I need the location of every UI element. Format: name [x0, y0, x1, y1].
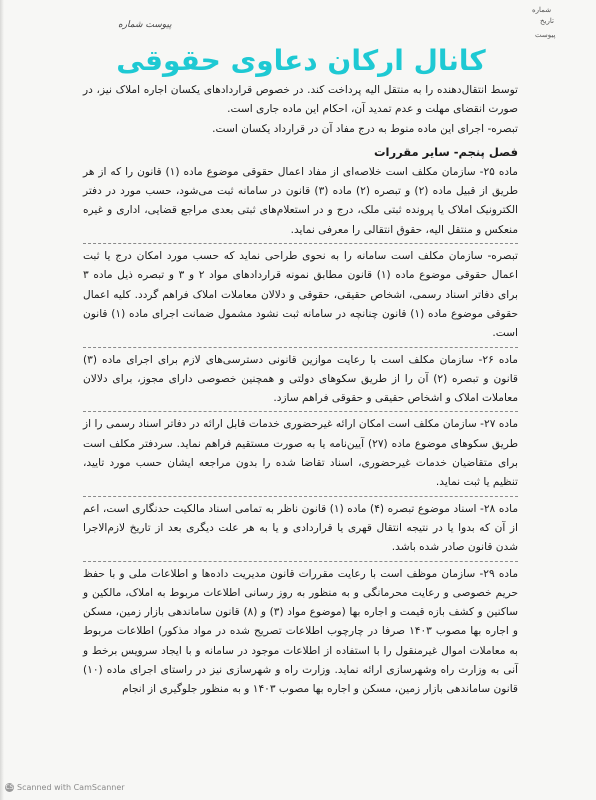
dashed-divider — [83, 243, 518, 244]
channel-watermark: کانال ارکان دعاوی حقوقی — [116, 44, 486, 77]
paragraph-continuation: توسط انتقال‌دهنده را به منتقل الیه پرداخت کند. در خصوص قراردادهای یکسان اجاره املاک نیز، در صورت انقضای مهلت و عدم تمدید آن، احکام این ماده جاری است. — [83, 84, 518, 116]
scan-edge-shadow — [0, 0, 4, 800]
article-28: ماده ۲۸- اسناد موضوع تبصره (۴) ماده (۱) قانون ناظر به تمامی اسناد مالکیت حدنگاری است، اعم از آن که بدوا یا در نتیجه انتقال قهری یا قراردادی و یا به هر علت دیگری بعد از تاریخ لازم‌الاجرا شدن قانون صادر شده باشد. — [83, 502, 518, 554]
header-date-label: تاریخ — [540, 17, 554, 25]
dashed-divider — [83, 411, 518, 412]
article-27: ماده ۲۷- سازمان مکلف است امکان ارائه غیرحضوری خدمات قابل ارائه در دفاتر اسناد رسمی را از طریق سکوهای موضوع ماده (۲۷) آیین‌نامه یا به صورت مستقیم فراهم نماید. سردفتر مکلف است برای متقاضیان خدمات غیرحضوری، اسناد تقاضا شده را بدون مراجعه ایشان حسب مورد تایید، تنظیم یا ثبت نماید. — [83, 418, 518, 489]
scanner-footer — [5, 783, 125, 792]
header-attachment-label: پیوست — [535, 31, 556, 39]
article-25-note: تبصره- سازمان مکلف است سامانه را به نحوی طراحی نماید که حسب مورد امکان درج یا ثبت اعمال حقوقی موضوع ماده (۱) قانون مطابق نمونه قراردادهای مواد ۲ و ۳ و تبصره ذیل ماده ۳ برای دفاتر اسناد رسمی، اشخاص حقیقی، حقوقی و دلالان معاملات املاک فراهم گردد. کلیه اعمال حقوقی موضوع ماده (۱) قانون چنانچه در سامانه ثبت نشود مشمول ضمانت اجرای ماده (۱) قانون است. — [83, 250, 518, 340]
article-25: ماده ۲۵- سازمان مکلف است خلاصه‌ای از مفاد اعمال حقوقی موضوع ماده (۱) قانون را که از هر طریق از قبیل ماده (۲) و تبصره (۲) ماده (۳) قانون در سامانه ثبت می‌شود، حسب مورد در دفتر الکترونیک املاک یا پرونده ثبتی ملک، درج و در استعلام‌های ثبتی بعدی مراجع قضایی، اداری و غیره منعکس و منتقل الیه، حقوق انتقالی را معرفی نماید. — [83, 165, 519, 236]
article-26: ماده ۲۶- سازمان مکلف است با رعایت موازین قانونی دسترسی‌های لازم برای اجرای ماده (۳) قانون و تبصره (۲) آن را از طریق سکوهای دولتی و همچنین خصوصی دارای مجوز، برای دلالان معاملات املاک و اشخاص حقیقی و حقوقی فراهم سازد. — [83, 353, 518, 405]
camscanner-icon: CS — [5, 784, 14, 791]
header-number-label: شماره — [532, 6, 552, 14]
dashed-divider — [83, 347, 518, 348]
document-body — [83, 81, 518, 700]
section-title: فصل پنجم- سایر مقررات — [374, 144, 518, 159]
dashed-divider — [83, 496, 518, 497]
paragraph-note: تبصره- اجرای این ماده منوط به درج مفاد آن در قرارداد یکسان است. — [212, 122, 518, 135]
attachment-number-mark: پیوست شماره — [118, 20, 172, 30]
scanner-label: Scanned with CamScanner — [17, 783, 125, 792]
article-29: ماده ۲۹- سازمان موظف است با رعایت مقررات قانون مدیریت داده‌ها و اطلاعات ملی و با حفظ حریم خصوصی و رعایت محرمانگی و به منظور به روز رسانی اطلاعات مربوط به املاک، مالکین و ساکنین و کشف بازه قیمت و اجاره بها (موضوع مواد (۳) و (۸) قانون ساماندهی بازار زمین، مسکن و اجاره بها مصوب ۱۴۰۳ صرفا در چارچوب اطلاعات تصریح شده در مواد مذکور) اطلاعات مربوط به معاملات اموال غیرمنقول را با استفاده از اطلاعات موجود در سامانه و با ایجاد سرویس برخط و آنی به وزارت راه وشهرسازی ارائه نماید. وزارت راه و شهرسازی نیز در راستای اجرای ماده (۱۰) قانون ساماندهی بازار زمین، مسکن و اجاره بها مصوب ۱۴۰۳ و به منظور جلوگیری از انجام — [83, 567, 518, 696]
dashed-divider — [83, 561, 518, 562]
